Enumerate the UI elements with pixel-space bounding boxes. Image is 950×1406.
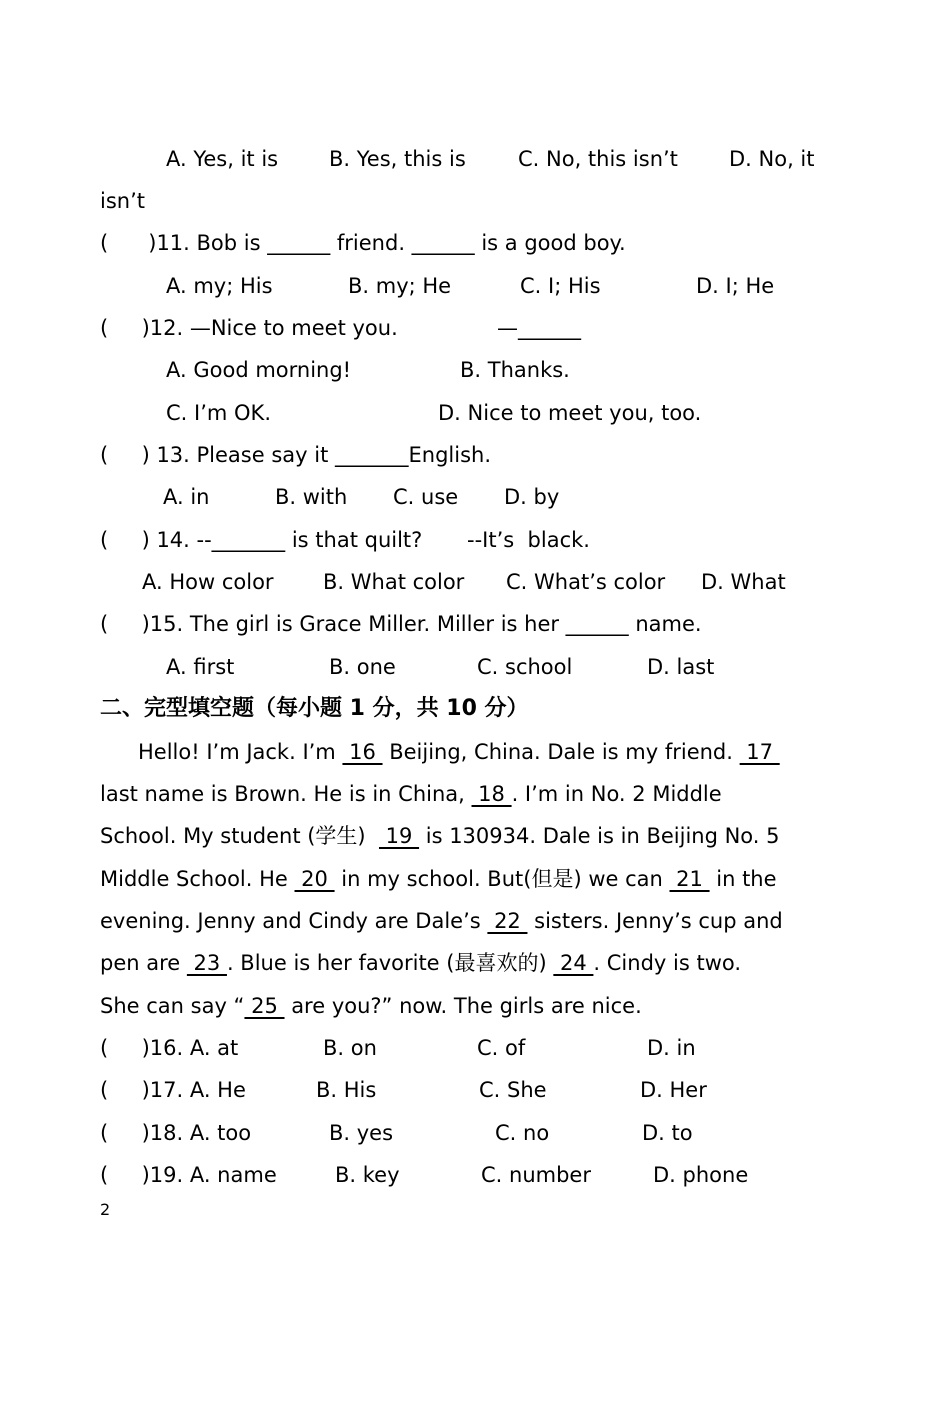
q15-option-d: D. last bbox=[647, 655, 715, 679]
blank-19: 19 bbox=[378, 824, 420, 848]
passage-segment: pen are bbox=[100, 951, 187, 975]
q19-option-b: B. key bbox=[335, 1163, 400, 1187]
q14-stem: ( ) 14. --_______ is that quilt? bbox=[100, 528, 423, 552]
q17-stem-option-a: ( )17. A. He bbox=[100, 1078, 246, 1102]
blank-25: 25 bbox=[244, 994, 285, 1018]
passage-segment: . I’m in No. 2 Middle bbox=[511, 782, 722, 806]
passage-text bbox=[100, 942, 741, 984]
q15-option-c: C. school bbox=[477, 655, 573, 679]
q10-option-d-continued-row bbox=[100, 180, 850, 222]
page-number: 2 bbox=[100, 1200, 111, 1219]
q16-option-c: C. of bbox=[477, 1036, 526, 1060]
q16-row bbox=[100, 1027, 850, 1069]
q13-option-c: C. use bbox=[393, 485, 459, 509]
q11-option-a: A. my; His bbox=[166, 274, 273, 298]
passage-line-6 bbox=[100, 942, 850, 984]
q12-options-row-1 bbox=[100, 349, 850, 391]
passage-segment: School. My student (学生) bbox=[100, 824, 379, 848]
q19-stem-option-a: ( )19. A. name bbox=[100, 1163, 277, 1187]
passage-segment: . Blue is her favorite (最喜欢的) bbox=[226, 951, 554, 975]
passage-segment: last name is Brown. He is in China, bbox=[100, 782, 472, 806]
q11-option-c: C. I; His bbox=[520, 274, 601, 298]
q13-option-a: A. in bbox=[163, 485, 210, 509]
q10-option-b: B. Yes, this is bbox=[329, 147, 466, 171]
passage-segment: Beijing, China. Dale is my friend. bbox=[382, 740, 740, 764]
q15-stem: ( )15. The girl is Grace Miller. Miller is her ______ name. bbox=[100, 612, 702, 636]
q16-option-b: B. on bbox=[323, 1036, 377, 1060]
q16-stem-option-a: ( )16. A. at bbox=[100, 1036, 239, 1060]
passage-segment: are you?” now. The girls are nice. bbox=[284, 994, 642, 1018]
q11-option-b: B. my; He bbox=[348, 274, 452, 298]
q17-option-b: B. His bbox=[316, 1078, 377, 1102]
q14-option-d: D. What bbox=[701, 570, 786, 594]
passage-line-5 bbox=[100, 900, 850, 942]
q11-stem: ( )11. Bob is ______ friend. ______ is a good boy. bbox=[100, 231, 626, 255]
passage-line-3 bbox=[100, 815, 850, 857]
blank-17: 17 bbox=[739, 740, 780, 764]
q10-option-d: D. No, it bbox=[729, 147, 815, 171]
passage-text bbox=[100, 985, 642, 1027]
q18-row bbox=[100, 1112, 850, 1154]
passage-line-4 bbox=[100, 858, 850, 900]
q12-options-row-2 bbox=[100, 392, 850, 434]
q15-stem-row bbox=[100, 603, 850, 645]
passage-segment: . Cindy is two. bbox=[593, 951, 742, 975]
q13-stem-row bbox=[100, 434, 850, 476]
blank-21: 21 bbox=[669, 867, 710, 891]
blank-23: 23 bbox=[186, 951, 227, 975]
passage-segment: Hello! I’m Jack. I’m bbox=[138, 740, 343, 764]
q13-stem: ( ) 13. Please say it _______English. bbox=[100, 443, 491, 467]
q11-options-row bbox=[100, 265, 850, 307]
passage-segment: evening. Jenny and Cindy are Dale’s bbox=[100, 909, 488, 933]
q19-option-c: C. number bbox=[481, 1163, 591, 1187]
q10-option-a: A. Yes, it is bbox=[166, 147, 279, 171]
passage-line-1 bbox=[100, 731, 850, 773]
q13-option-b: B. with bbox=[275, 485, 348, 509]
q14-option-a: A. How color bbox=[142, 570, 274, 594]
passage-text bbox=[100, 815, 780, 857]
q15-option-a: A. first bbox=[166, 655, 235, 679]
q16-option-d: D. in bbox=[647, 1036, 696, 1060]
q12-stem-row bbox=[100, 307, 850, 349]
blank-16: 16 bbox=[342, 740, 383, 764]
q10-option-c: C. No, this isn’t bbox=[518, 147, 678, 171]
passage-segment: is 130934. Dale is in Beijing No. 5 bbox=[419, 824, 780, 848]
q17-row bbox=[100, 1069, 850, 1111]
blank-24: 24 bbox=[553, 951, 594, 975]
blank-22: 22 bbox=[487, 909, 528, 933]
q12-option-d: D. Nice to meet you, too. bbox=[438, 401, 702, 425]
passage-text bbox=[100, 773, 722, 815]
q18-option-d: D. to bbox=[642, 1121, 693, 1145]
q15-options-row bbox=[100, 646, 850, 688]
passage-text bbox=[100, 858, 777, 900]
section-2-heading: 二、完型填空题（每小题 1 分，共 10 分） bbox=[100, 696, 529, 721]
passage-line-7 bbox=[100, 985, 850, 1027]
passage-segment: sisters. Jenny’s cup and bbox=[527, 909, 783, 933]
q18-option-c: C. no bbox=[495, 1121, 550, 1145]
q14-option-c: C. What’s color bbox=[506, 570, 666, 594]
passage-text bbox=[138, 731, 780, 773]
q12-stem: ( )12. —Nice to meet you. bbox=[100, 316, 398, 340]
q17-option-c: C. She bbox=[479, 1078, 547, 1102]
q13-option-d: D. by bbox=[504, 485, 560, 509]
blank-20: 20 bbox=[294, 867, 335, 891]
q10-options-row bbox=[100, 138, 850, 180]
q12-option-c: C. I’m OK. bbox=[166, 401, 271, 425]
section-2-heading-row bbox=[100, 688, 850, 730]
q12-option-b: B. Thanks. bbox=[460, 358, 570, 382]
passage-line-2 bbox=[100, 773, 850, 815]
passage-segment: in my school. But(但是) we can bbox=[334, 867, 670, 891]
blank-18: 18 bbox=[471, 782, 512, 806]
q18-option-b: B. yes bbox=[329, 1121, 394, 1145]
passage-text bbox=[100, 900, 783, 942]
q19-row bbox=[100, 1154, 850, 1196]
q12-reply: —______ bbox=[497, 316, 581, 340]
q14-options-row bbox=[100, 561, 850, 603]
q10-option-d-continued: isn’t bbox=[100, 189, 145, 213]
q18-stem-option-a: ( )18. A. too bbox=[100, 1121, 252, 1145]
passage-segment: in the bbox=[709, 867, 777, 891]
passage-segment: Middle School. He bbox=[100, 867, 295, 891]
q15-option-b: B. one bbox=[329, 655, 396, 679]
q14-option-b: B. What color bbox=[323, 570, 465, 594]
q12-option-a: A. Good morning! bbox=[166, 358, 352, 382]
q13-options-row bbox=[100, 476, 850, 518]
q14-stem-row bbox=[100, 519, 850, 561]
q17-option-d: D. Her bbox=[640, 1078, 707, 1102]
q19-option-d: D. phone bbox=[653, 1163, 749, 1187]
passage-segment: She can say “ bbox=[100, 994, 245, 1018]
q11-stem-row bbox=[100, 222, 850, 264]
q14-reply: --It’s black. bbox=[467, 528, 590, 552]
q11-option-d: D. I; He bbox=[696, 274, 775, 298]
